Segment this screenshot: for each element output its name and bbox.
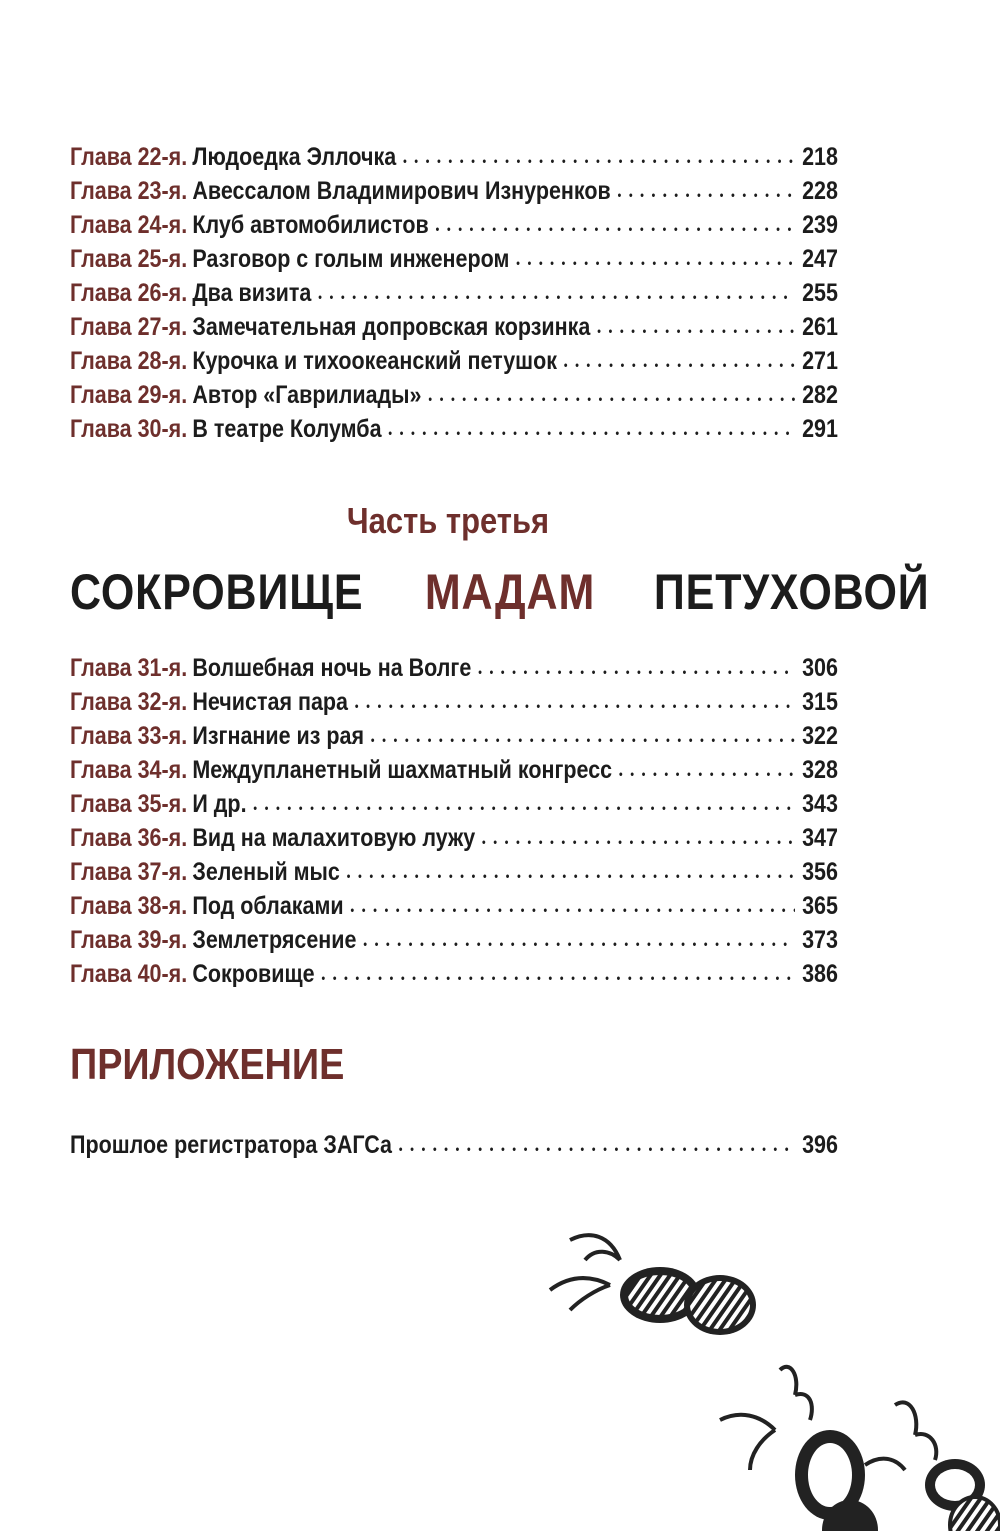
toc-chapter-label: Глава 38-я. (70, 892, 188, 920)
toc-page-number: 328 (802, 756, 838, 784)
toc-page-number: 322 (802, 722, 838, 750)
toc-chapter-label: Глава 37-я. (70, 858, 188, 886)
toc-page-number: 239 (802, 211, 838, 239)
toc-leader-dots (318, 276, 795, 314)
toc-chapter-title: Вид на малахитовую лужу (192, 824, 476, 852)
toc-chapter-title: Автор «Гаврилиады» (192, 381, 422, 409)
toc-chapter-title: Замечательная допровская корзинка (192, 313, 591, 341)
toc-page-number: 228 (802, 177, 838, 205)
toc-chapter-label: Глава 22-я. (70, 143, 188, 171)
toc-entry (70, 787, 838, 821)
toc-entry (70, 719, 838, 753)
toc-entry (70, 242, 838, 276)
toc-page-number: 365 (802, 892, 838, 920)
toc-leader-dots (363, 923, 795, 961)
toc-chapter-title: Изгнание из рая (192, 722, 365, 750)
toc-leader-dots (399, 1128, 795, 1166)
toc-page-number: 291 (802, 415, 838, 443)
toc-leader-dots (619, 753, 795, 791)
toc-chapter-title: Два визита (192, 279, 312, 307)
toc-page-number: 315 (802, 688, 838, 716)
part-three-label: Часть третья (346, 500, 550, 541)
toc-entry-title: Прошлое регистратора ЗАГСа (70, 1131, 393, 1159)
toc-leader-dots (347, 855, 795, 893)
toc-entry (70, 821, 838, 855)
toc-part-three (70, 651, 838, 991)
toc-entry (70, 140, 838, 174)
appendix-title: ПРИЛОЖЕНИЕ (70, 1040, 345, 1089)
toc-chapter-title: Сокровище (192, 960, 315, 988)
toc-chapter-label: Глава 27-я. (70, 313, 188, 341)
beetle-icon-1 (550, 1235, 756, 1335)
toc-entry (70, 174, 838, 208)
toc-page-number: 356 (802, 858, 838, 886)
toc-chapter-title: Волшебная ночь на Волге (192, 654, 472, 682)
toc-page-number: 347 (802, 824, 838, 852)
toc-entry (70, 923, 838, 957)
toc-chapter-title: Землетрясение (192, 926, 357, 954)
toc-entry (70, 855, 838, 889)
toc-page-number: 386 (802, 960, 838, 988)
toc-leader-dots (516, 242, 795, 280)
toc-entry (70, 344, 838, 378)
toc-leader-dots (436, 208, 796, 246)
toc-entry (70, 685, 838, 719)
toc-chapter-label: Глава 33-я. (70, 722, 188, 750)
toc-chapter-label: Глава 32-я. (70, 688, 188, 716)
beetle-icon-3 (865, 1402, 1000, 1531)
toc-chapter-label: Глава 39-я. (70, 926, 188, 954)
toc-page-number: 306 (802, 654, 838, 682)
toc-chapter-label: Глава 29-я. (70, 381, 188, 409)
toc-entry (70, 889, 838, 923)
toc-chapter-title: Авессалом Владимирович Изнуренков (192, 177, 611, 205)
toc-leader-dots (321, 957, 795, 995)
beetle-icon-2 (720, 1367, 878, 1531)
toc-entry (70, 310, 838, 344)
beetle-illustration (520, 1210, 1000, 1531)
toc-entry (70, 957, 838, 991)
toc-appendix (70, 1128, 838, 1162)
toc-chapter-label: Глава 31-я. (70, 654, 188, 682)
toc-chapter-title: Курочка и тихоокеанский петушок (192, 347, 557, 375)
toc-page-number: 261 (802, 313, 838, 341)
toc-chapter-label: Глава 35-я. (70, 790, 188, 818)
toc-entry (70, 651, 838, 685)
toc-chapter-title: И др. (192, 790, 247, 818)
toc-leader-dots (355, 685, 795, 723)
toc-chapter-label: Глава 30-я. (70, 415, 188, 443)
toc-entry-page: 396 (802, 1131, 838, 1159)
toc-chapter-title: Зеленый мыс (192, 858, 340, 886)
toc-leader-dots (371, 719, 795, 757)
toc-entry (70, 276, 838, 310)
toc-leader-dots (564, 344, 795, 382)
toc-page-number: 255 (802, 279, 838, 307)
toc-entry (70, 753, 838, 787)
toc-page-number: 218 (802, 143, 838, 171)
toc-page-number: 282 (802, 381, 838, 409)
toc-leader-dots (428, 378, 795, 416)
toc-leader-dots (482, 821, 795, 859)
toc-part-two (70, 140, 838, 446)
toc-leader-dots (403, 140, 795, 178)
toc-leader-dots (351, 889, 796, 927)
toc-entry (70, 208, 838, 242)
toc-entry (70, 378, 838, 412)
toc-leader-dots (388, 412, 795, 450)
part-title-word-3: ПЕТУХОВОЙ (654, 564, 930, 620)
toc-chapter-label: Глава 24-я. (70, 211, 188, 239)
toc-chapter-title: В театре Колумба (192, 415, 382, 443)
toc-leader-dots (478, 651, 795, 689)
toc-leader-dots (597, 310, 795, 348)
toc-page-number: 247 (802, 245, 838, 273)
toc-entry (70, 412, 838, 446)
toc-leader-dots (253, 787, 795, 825)
toc-chapter-title: Нечистая пара (192, 688, 349, 716)
toc-chapter-label: Глава 25-я. (70, 245, 188, 273)
toc-chapter-label: Глава 26-я. (70, 279, 188, 307)
part-title-word-1: СОКРОВИЩЕ (70, 564, 364, 620)
part-three-title (70, 562, 930, 622)
toc-page-number: 343 (802, 790, 838, 818)
toc-entry (70, 1128, 838, 1162)
toc-page-number: 271 (802, 347, 838, 375)
part-title-word-2: МАДАМ (425, 564, 596, 620)
toc-chapter-label: Глава 34-я. (70, 756, 188, 784)
toc-chapter-title: Разговор с голым инженером (192, 245, 510, 273)
toc-chapter-title: Под облаками (192, 892, 344, 920)
toc-chapter-title: Людоедка Эллочка (192, 143, 397, 171)
toc-chapter-label: Глава 40-я. (70, 960, 188, 988)
toc-page-number: 373 (802, 926, 838, 954)
toc-chapter-label: Глава 23-я. (70, 177, 188, 205)
toc-chapter-label: Глава 28-я. (70, 347, 188, 375)
toc-chapter-title: Клуб автомобилистов (192, 211, 429, 239)
toc-chapter-title: Междупланетный шахматный конгресс (192, 756, 613, 784)
toc-chapter-label: Глава 36-я. (70, 824, 188, 852)
toc-leader-dots (618, 174, 796, 212)
